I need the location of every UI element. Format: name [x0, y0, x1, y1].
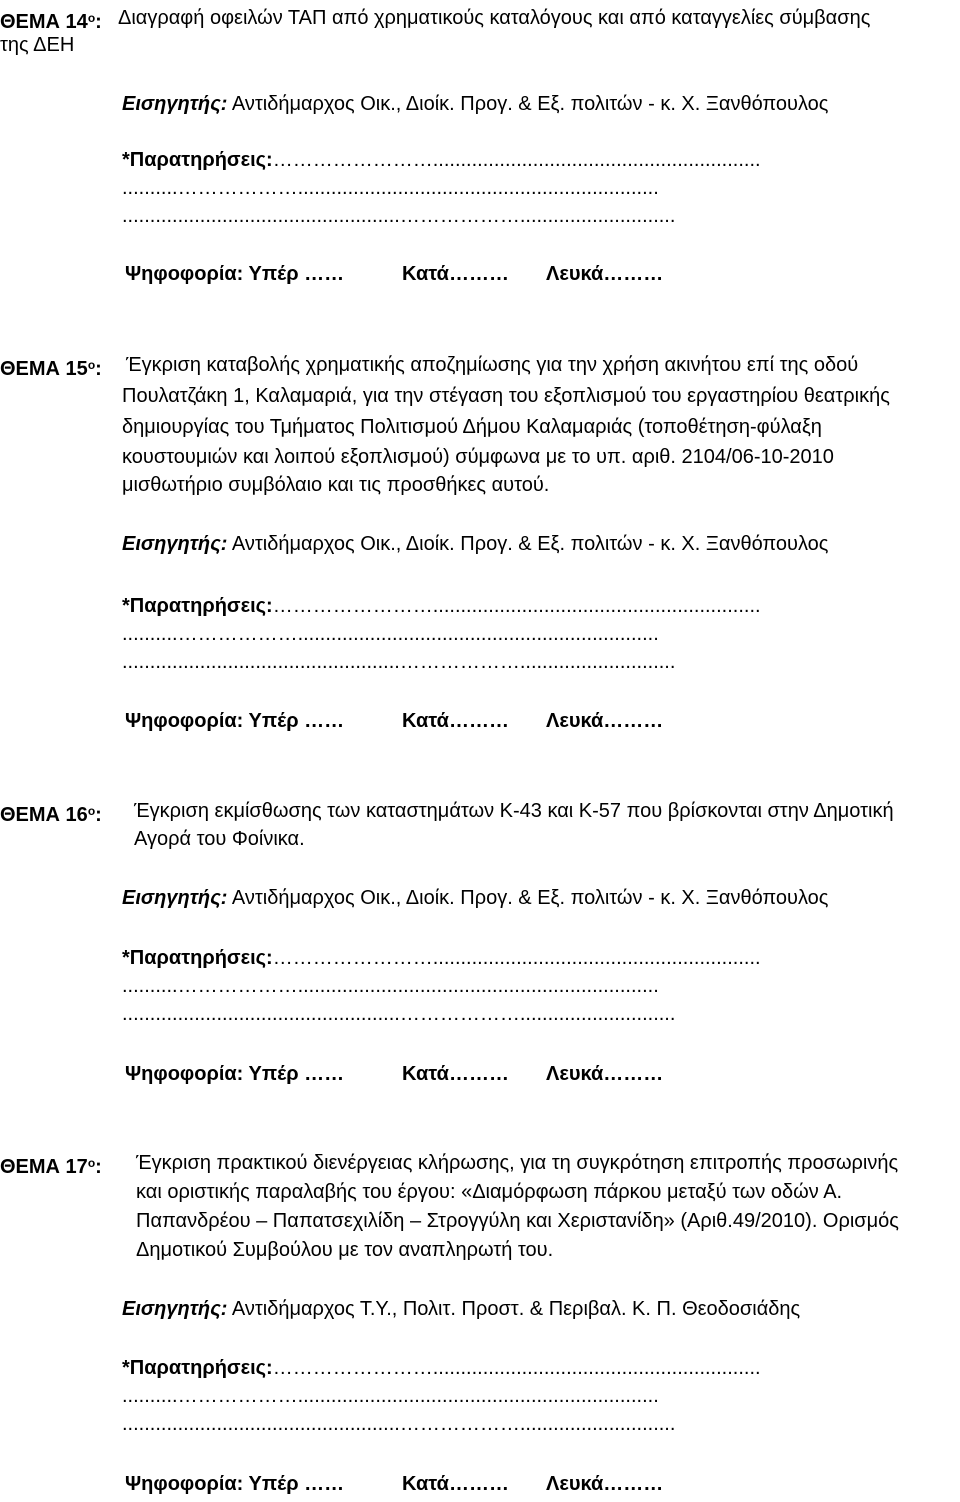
remarks-label: *Παρατηρήσεις:……………………........................................................... [122, 595, 761, 617]
item-title-line: Έγκριση πρακτικού διενέργειας κλήρωσης, για τη συγκρότηση επιτροπής προσωρινής [136, 1152, 899, 1174]
item-title-line: και οριστικής παραλαβής του έργου: «Διαμόρφωση πάρκου μεταξύ των οδών Α. [136, 1181, 843, 1203]
vote-against: Κατά……… [402, 710, 509, 732]
vote-blank: Λευκά……… [546, 710, 664, 732]
item-heading: ΘΕΜΑ $14^o$: [0, 11, 102, 33]
item-title-line: δημιουργίας του Τμήματος Πολιτισμού Δήμου Καλαμαριάς (τοποθέτηση-φύλαξη [122, 416, 822, 438]
vote-against: Κατά……… [402, 1473, 509, 1495]
rapporteur-row: Εισηγητής: Αντιδήμαρχος Οικ., Διοίκ. Προγ. & Εξ. πολιτών - κ. Χ. Ξανθόπουλος [122, 533, 829, 555]
item-title-line: κουστουμιών και λοιπού εξοπλισμού) σύμφωνα με το υπ. αριθ. 2104/06-10-2010 [122, 446, 834, 468]
vote-blank: Λευκά……… [546, 1473, 664, 1495]
remarks-label: *Παρατηρήσεις:……………………........................................................... [122, 947, 761, 969]
vote-blank: Λευκά……… [546, 263, 664, 285]
rapporteur-row: Εισηγητής: Αντιδήμαρχος Οικ., Διοίκ. Προγ. & Εξ. πολιτών - κ. Χ. Ξανθόπουλος [122, 887, 829, 909]
remarks-dots-line: ..........………………................................................................. [122, 623, 659, 645]
item-heading: ΘΕΜΑ $17^o$: [0, 1156, 102, 1178]
item-title-line: Πουλατζάκη 1, Καλαμαριά, για την στέγαση του εξοπλισμού του εργαστηρίου θεατρικής [122, 385, 890, 407]
remarks-dots-line: ..................................................………………............................ [122, 651, 676, 673]
remarks-dots-line: ..................................................………………............................ [122, 205, 676, 227]
item-title-line: Αγορά του Φοίνικα. [134, 828, 305, 850]
remarks-dots-line: ..........………………................................................................. [122, 975, 659, 997]
rapporteur-row: Εισηγητής: Αντιδήμαρχος Τ.Υ., Πολιτ. Προστ. & Περιβαλ. Κ. Π. Θεοδοσιάδης [122, 1298, 801, 1320]
item-title-line: Παπανδρέου – Παπατσεχιλίδη – Στρογγύλη και Χεριστανίδη» (Αριθ.49/2010). Ορισμός [136, 1210, 899, 1232]
item-heading: ΘΕΜΑ $15^o$: [0, 358, 102, 380]
remarks-dots-line: ..........………………................................................................. [122, 1385, 659, 1407]
remarks-dots-line: ..................................................………………............................ [122, 1003, 676, 1025]
vote-for: Ψηφοφορία: Υπέρ …… [125, 710, 345, 732]
remarks-label: *Παρατηρήσεις:……………………........................................................... [122, 1357, 761, 1379]
item-title-line: μισθωτήριο συμβόλαιο και τις προσθήκες αυτού. [122, 474, 550, 496]
item-title-line: Διαγραφή οφειλών ΤΑΠ από χρηματικούς καταλόγους και από καταγγελίες σύμβασης [118, 7, 871, 29]
remarks-dots-line: ..........………………................................................................. [122, 177, 659, 199]
vote-blank: Λευκά……… [546, 1063, 664, 1085]
vote-for: Ψηφοφορία: Υπέρ …… [125, 1063, 345, 1085]
item-title-line: Δημοτικού Συμβούλου με τον αναπληρωτή του. [136, 1239, 554, 1261]
vote-for: Ψηφοφορία: Υπέρ …… [125, 1473, 345, 1495]
item-title-line: της ΔΕΗ [0, 34, 75, 56]
remarks-label: *Παρατηρήσεις:……………………........................................................... [122, 149, 761, 171]
rapporteur-row: Εισηγητής: Αντιδήμαρχος Οικ., Διοίκ. Προγ. & Εξ. πολιτών - κ. Χ. Ξανθόπουλος [122, 93, 829, 115]
vote-against: Κατά……… [402, 1063, 509, 1085]
remarks-dots-line: ..................................................………………............................ [122, 1413, 676, 1435]
item-title-line: Έγκριση καταβολής χρηματικής αποζημίωσης για την χρήση ακινήτου επί της οδού [126, 354, 859, 376]
item-heading: ΘΕΜΑ $16^o$: [0, 804, 102, 826]
vote-against: Κατά……… [402, 263, 509, 285]
vote-for: Ψηφοφορία: Υπέρ …… [125, 263, 345, 285]
item-title-line: Έγκριση εκμίσθωσης των καταστημάτων Κ-43 και Κ-57 που βρίσκονται στην Δημοτική [134, 800, 894, 822]
